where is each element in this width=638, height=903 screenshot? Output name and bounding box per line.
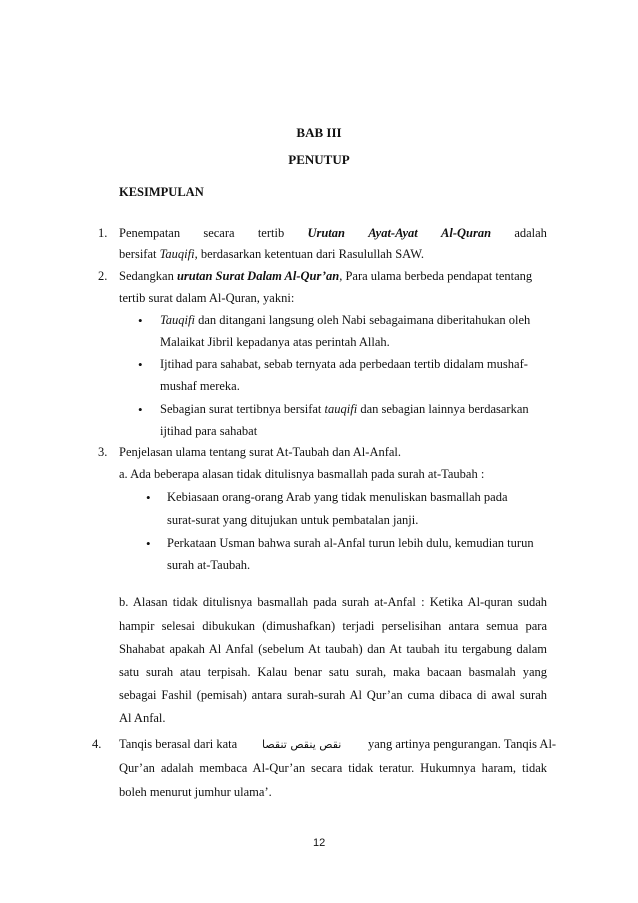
bullet-marker: • (138, 357, 143, 372)
item-2-bullet-1-line-1: Tauqifi dan ditangani langsung oleh Nabi sebagaimana diberitahukan oleh (160, 313, 531, 327)
item-3b-line-3: Shahabat apakah Al Anfal (sebelum At taubah) dan At taubah itu tergabung dalam (119, 642, 547, 656)
item-3b-line-2: hampir selesai dibukukan (dimushafkan) terjadi perselisihan antara semua para (119, 619, 547, 633)
list-number-1: 1. (98, 226, 108, 240)
item-3a-bullet-1-line-1: Kebiasaan orang-orang Arab yang tidak menuliskan basmallah pada (167, 490, 508, 504)
bullet-marker: • (138, 313, 143, 328)
item-2-bullet-3-line-2: ijtihad para sahabat (160, 424, 258, 438)
item-2-bullet-3-line-1: Sebagian surat tertibnya bersifat tauqifi dan sebagian lainnya berdasarkan (160, 402, 529, 416)
item-3b-line-4: satu surah atau terpisah. Kalau benar satu surah, maka bacaan basmalah yang (119, 665, 547, 679)
item-3b-line-6: Al Anfal. (119, 711, 166, 725)
item-2-bullet-1-line-2: Malaikat Jibril kepadanya atas perintah Allah. (160, 335, 390, 349)
page-number: 12 (313, 837, 326, 849)
item-3b-line-5: sebagai Fashil (pemisah) antara surah-surah Al Qur’an cuma dibaca di awal surah (119, 688, 547, 702)
bullet-marker: • (138, 402, 143, 417)
item-4-line-3: boleh menurut jumhur ulama’. (119, 785, 272, 799)
item-1-line-2: bersifat Tauqifi, berdasarkan ketentuan dari Rasulullah SAW. (119, 247, 424, 261)
item-3a-bullet-1-line-2: surat-surat yang ditujukan untuk pembatalan janji. (167, 513, 419, 527)
chapter-title: PENUTUP (288, 152, 350, 167)
item-3b-line-1: b. Alasan tidak ditulisnya basmallah pada surah at-Anfal : Ketika Al-quran sudah (119, 595, 547, 609)
chapter-number: BAB III (296, 125, 342, 140)
list-number-4: 4. (92, 737, 102, 751)
list-number-2: 2. (98, 269, 108, 283)
item-4-arabic-word: نقص ينقص تنقصا (262, 738, 342, 751)
item-3a-bullet-2-line-1: Perkataan Usman bahwa surah al-Anfal turun lebih dulu, kemudian turun (167, 536, 534, 550)
item-3a-line: a. Ada beberapa alasan tidak ditulisnya basmallah pada surah at-Taubah : (119, 467, 485, 481)
item-3-line-1: Penjelasan ulama tentang surat At-Taubah dan Al-Anfal. (119, 445, 402, 459)
section-heading: KESIMPULAN (119, 185, 204, 199)
item-3a-bullet-2-line-2: surah at-Taubah. (167, 558, 251, 572)
list-number-3: 3. (98, 445, 108, 459)
item-4-line-1-end: yang artinya pengurangan. Tanqis Al- (368, 737, 557, 751)
item-2-line-1: Sedangkan urutan Surat Dalam Al-Qur’an, Para ulama berbeda pendapat tentang (119, 269, 533, 283)
bullet-marker: • (146, 490, 151, 505)
item-4-line-1-start: Tanqis berasal dari kata (119, 737, 238, 751)
item-2-line-2: tertib surat dalam Al-Quran, yakni: (119, 291, 295, 305)
item-2-bullet-2-line-2: mushaf mereka. (160, 379, 240, 393)
bullet-marker: • (146, 536, 151, 551)
item-1-line-1: Penempatan secara tertib Urutan Ayat-Ayat Al-Quran adalah (119, 226, 547, 240)
item-4-line-2: Qur’an adalah membaca Al-Qur’an secara tidak teratur. Hukumnya haram, tidak (119, 761, 547, 775)
item-2-bullet-2-line-1: Ijtihad para sahabat, sebab ternyata ada perbedaan tertib didalam mushaf- (160, 357, 528, 371)
